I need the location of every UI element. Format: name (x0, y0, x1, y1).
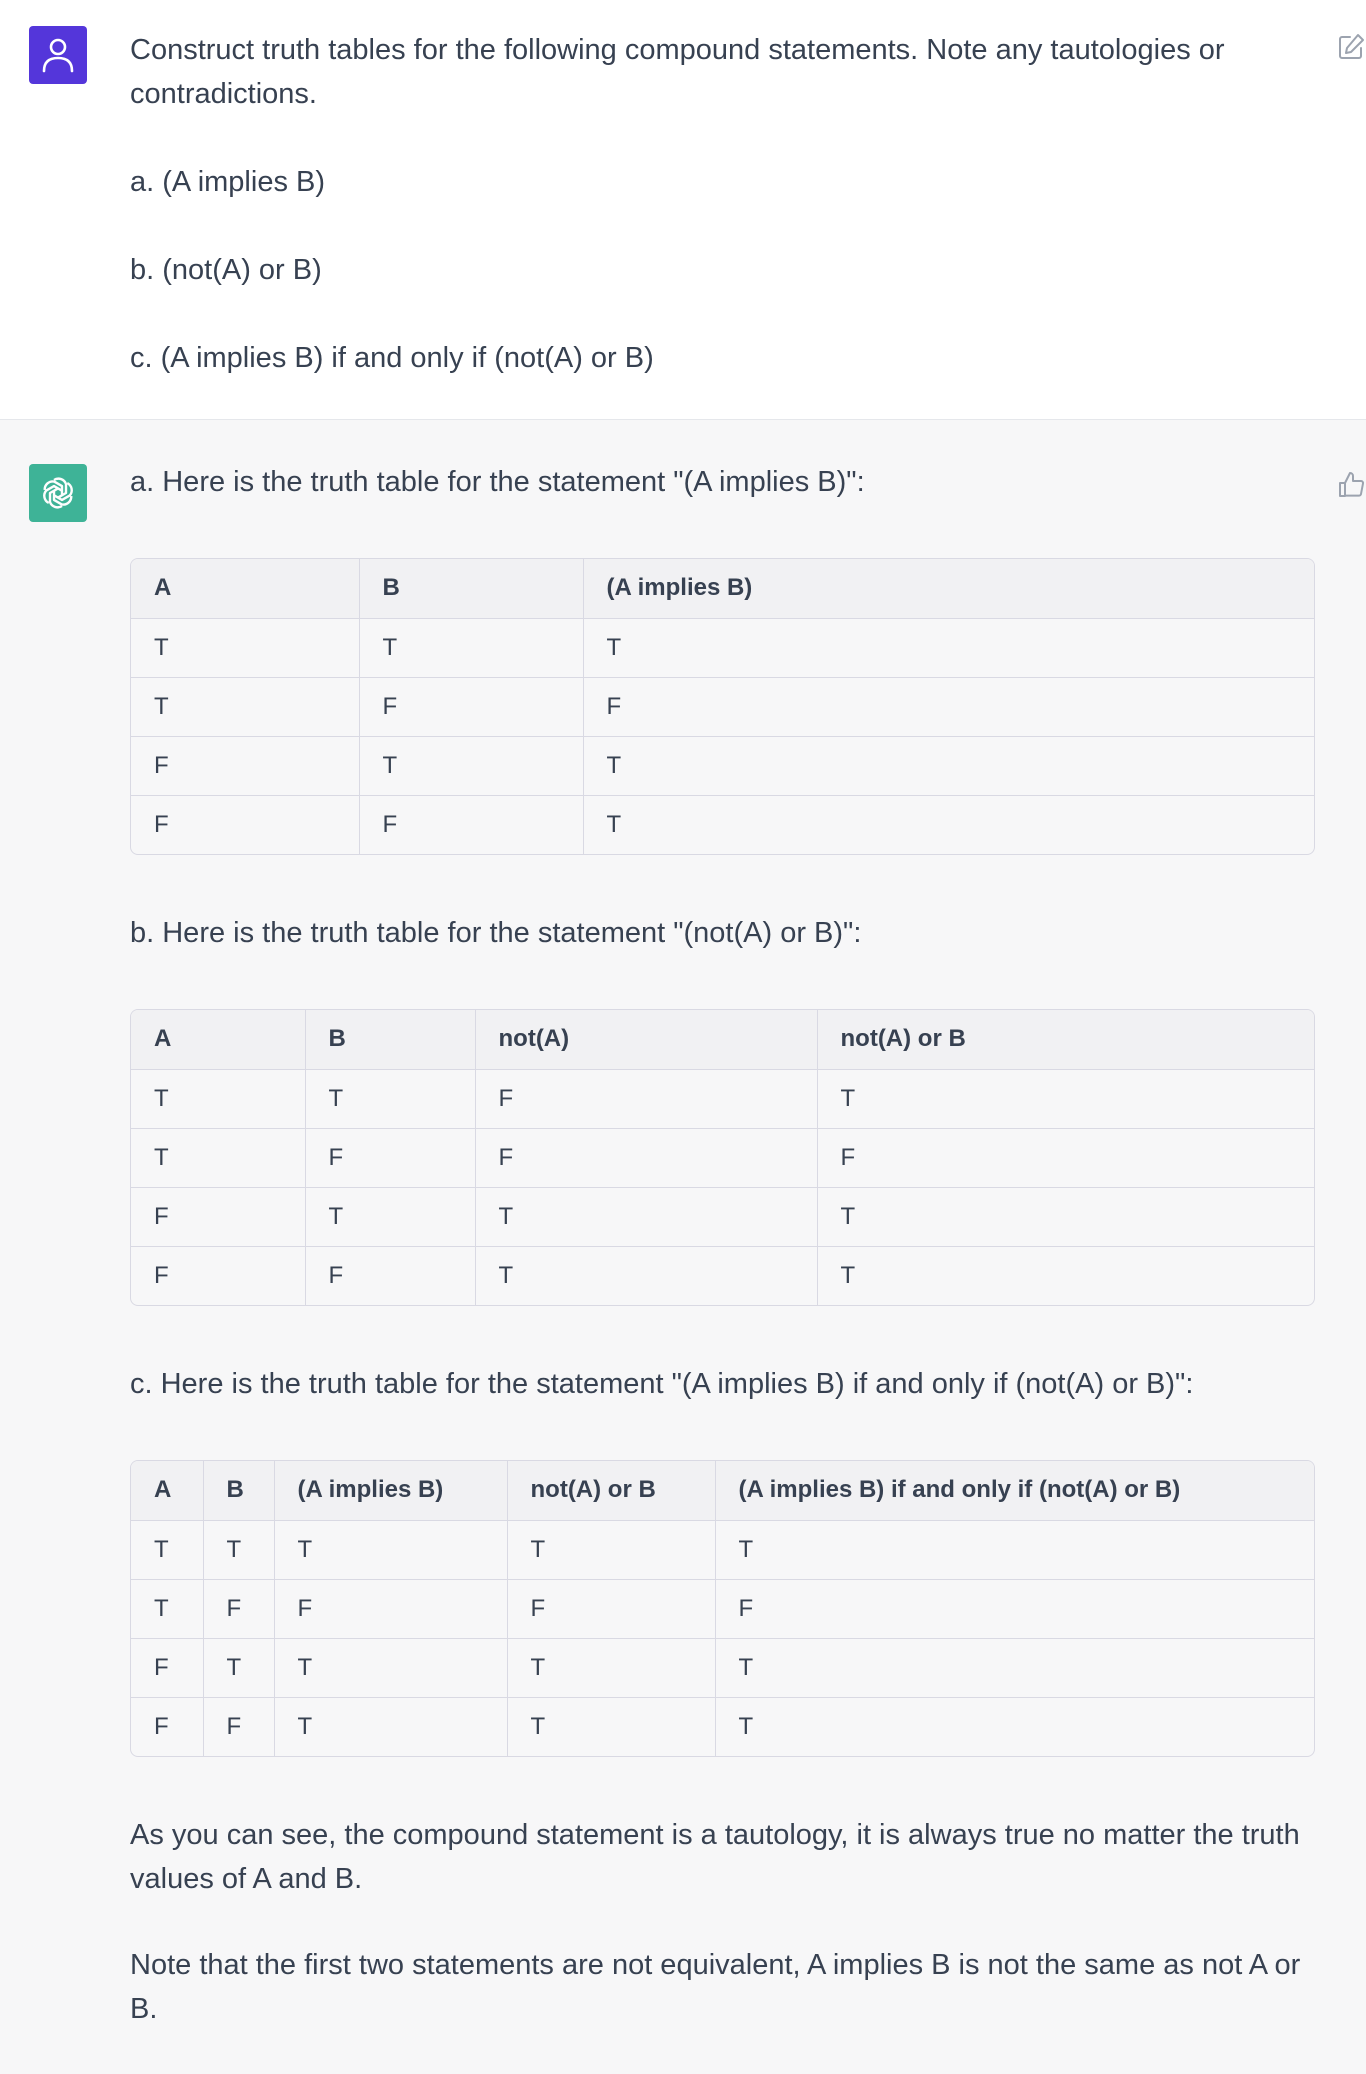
conclusion-text: As you can see, the compound statement is a tautology, it is always true no matter the truth values of A and B. (130, 1819, 1300, 1895)
table-cell: F (475, 1128, 817, 1187)
table-cell: F (131, 1638, 203, 1697)
user-message (0, 0, 1366, 420)
table-cell: F (131, 736, 359, 795)
assistant-avatar (29, 464, 87, 522)
table-header: (A implies B) if and only if (not(A) or B) (715, 1461, 1314, 1520)
table-header: not(A) or B (817, 1010, 1314, 1069)
table-cell: F (131, 1187, 305, 1246)
section-c-heading: c. Here is the truth table for the statement "(A implies B) if and only if (not(A) or B)": (130, 1368, 1194, 1400)
table-cell: F (305, 1128, 475, 1187)
table-cell: T (715, 1520, 1314, 1579)
table-cell: F (131, 1697, 203, 1756)
table-header: not(A) (475, 1010, 817, 1069)
table-row (131, 1579, 1314, 1638)
table-cell: F (475, 1069, 817, 1128)
table-header: A (131, 1461, 203, 1520)
table-row (131, 1187, 1314, 1246)
table-header: (A implies B) (274, 1461, 507, 1520)
table-cell: T (131, 1069, 305, 1128)
table-cell: F (507, 1579, 715, 1638)
table-cell: T (131, 1128, 305, 1187)
table-cell: T (131, 618, 359, 677)
table-cell: T (131, 677, 359, 736)
table-cell: T (274, 1638, 507, 1697)
user-message-content (130, 28, 1315, 424)
truth-table-a (130, 558, 1315, 855)
table-cell: T (817, 1187, 1314, 1246)
table-cell: T (817, 1069, 1314, 1128)
user-icon (41, 37, 75, 73)
table-cell: T (203, 1520, 274, 1579)
thumbs-up-button[interactable] (1336, 470, 1366, 500)
table-header: A (131, 1010, 305, 1069)
table-cell: F (359, 795, 583, 854)
user-avatar (29, 26, 87, 84)
table-cell: T (738, 1712, 754, 1740)
table-cell: F (203, 1697, 274, 1756)
table-header: B (359, 559, 583, 618)
section-a-heading: a. Here is the truth table for the statement "(A implies B)": (130, 466, 865, 498)
assistant-message-content (130, 460, 1315, 2031)
table-row (131, 1128, 1314, 1187)
table-cell: F (274, 1579, 507, 1638)
table-row (131, 1069, 1314, 1128)
table-header: (A implies B) (583, 559, 1314, 618)
table-cell: F (203, 1579, 274, 1638)
table-cell: T (274, 1697, 507, 1756)
table-cell: T (507, 1520, 715, 1579)
table-cell: T (606, 810, 622, 838)
table-cell: T (583, 736, 1314, 795)
table-header: A (131, 559, 359, 618)
table-cell: F (131, 795, 359, 854)
table-cell: T (507, 1638, 715, 1697)
table-cell: F (305, 1246, 475, 1305)
table-header: B (305, 1010, 475, 1069)
openai-logo-icon (38, 473, 78, 513)
user-prompt-text: Construct truth tables for the following compound statements. Note any tautologies or contradictions. (130, 34, 1225, 110)
table-row (131, 1638, 1314, 1697)
table-cell: T (715, 1638, 1314, 1697)
table-cell: F (359, 677, 583, 736)
table-cell: F (817, 1128, 1314, 1187)
table-header: B (203, 1461, 274, 1520)
table-cell: T (131, 1520, 203, 1579)
section-b-heading: b. Here is the truth table for the statement "(not(A) or B)": (130, 917, 862, 949)
prompt-item-a: a. (A implies B) (130, 166, 325, 198)
table-cell: T (840, 1261, 856, 1289)
table-row (131, 795, 1314, 854)
prompt-item-b: b. (not(A) or B) (130, 254, 322, 286)
prompt-item-c: c. (A implies B) if and only if (not(A) or B) (130, 342, 654, 374)
table-cell: T (305, 1187, 475, 1246)
table-cell: T (305, 1069, 475, 1128)
edit-button[interactable] (1336, 32, 1366, 62)
thumbs-up-icon (1336, 470, 1366, 500)
table-row (131, 1697, 1314, 1756)
truth-table-b (130, 1009, 1315, 1306)
table-row (131, 677, 1314, 736)
table-cell: T (131, 1579, 203, 1638)
assistant-message (0, 420, 1366, 2074)
table-cell: T (359, 618, 583, 677)
table-row (131, 736, 1314, 795)
truth-table-c (130, 1460, 1315, 1757)
note-text: Note that the first two statements are not equivalent, A implies B is not the same as not A or B. (130, 1949, 1301, 2025)
table-cell: F (583, 677, 1314, 736)
table-cell: F (715, 1579, 1314, 1638)
table-header: not(A) or B (507, 1461, 715, 1520)
table-row (131, 618, 1314, 677)
table-cell: T (583, 618, 1314, 677)
table-cell: F (131, 1246, 305, 1305)
table-cell: T (475, 1187, 817, 1246)
table-cell: T (359, 736, 583, 795)
table-row (131, 1520, 1314, 1579)
table-cell: T (274, 1520, 507, 1579)
table-cell: T (203, 1638, 274, 1697)
table-row (131, 1246, 1314, 1305)
table-cell: T (475, 1246, 817, 1305)
table-cell: T (507, 1697, 715, 1756)
edit-icon (1336, 32, 1366, 62)
